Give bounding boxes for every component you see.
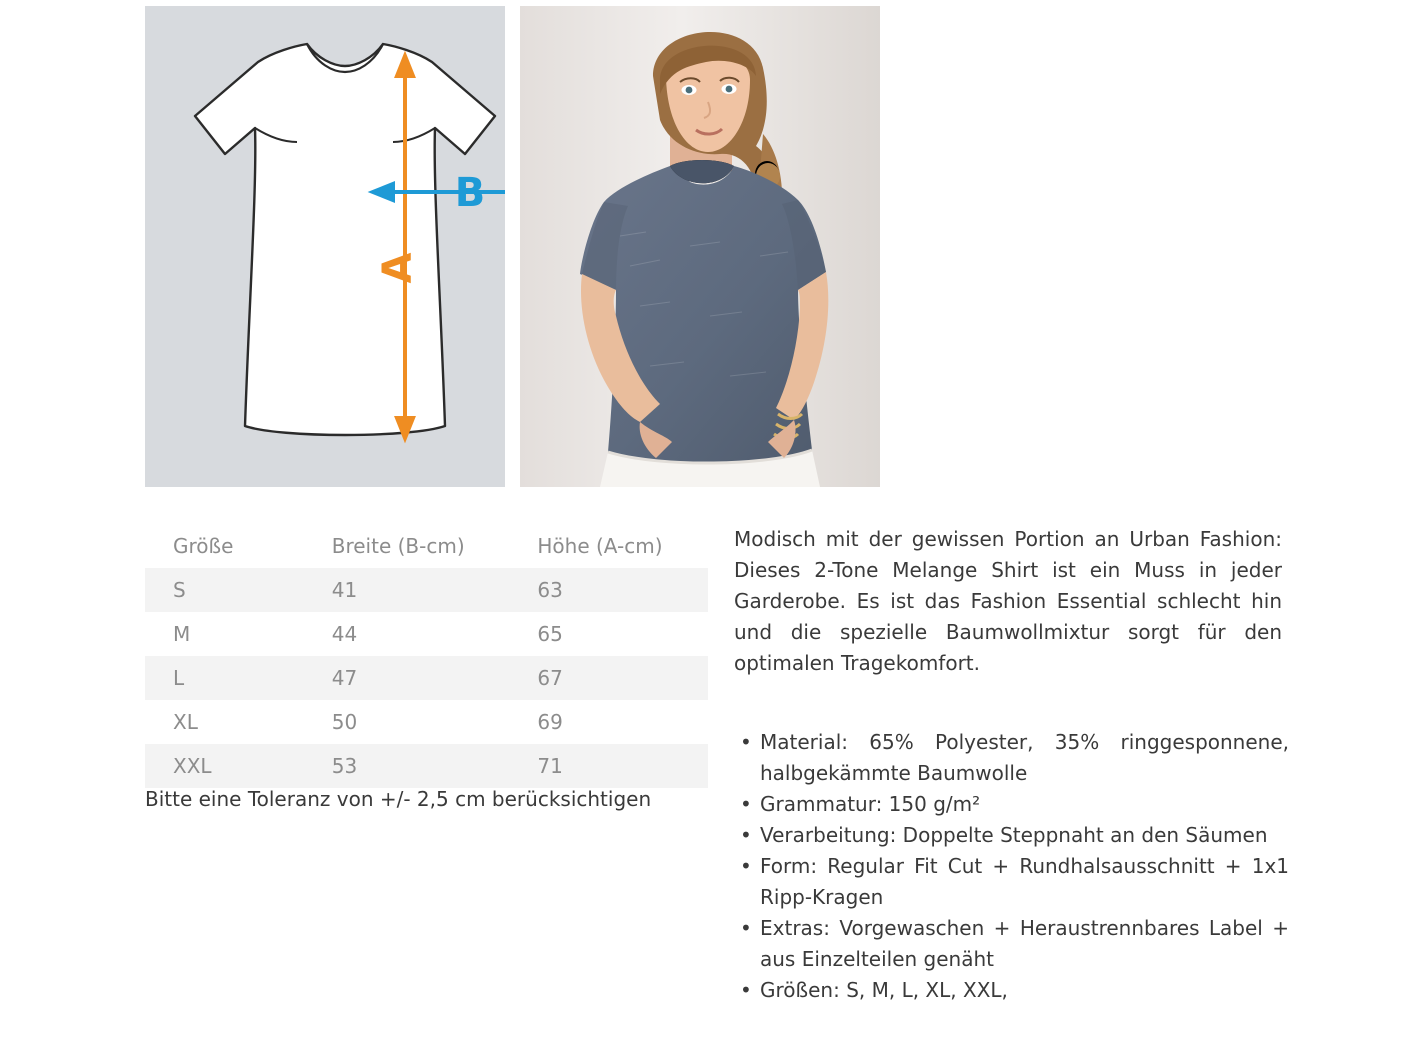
table-row	[145, 744, 708, 788]
cell-size: L	[145, 656, 304, 700]
list-item: • Größen: S, M, L, XL, XXL,	[734, 975, 1289, 1006]
cell-height: 69	[509, 700, 708, 744]
table-row	[145, 568, 708, 612]
table-row	[145, 612, 708, 656]
cell-width: 50	[304, 700, 510, 744]
column-header-size: Größe	[145, 524, 304, 568]
column-header-height: Höhe (A-cm)	[509, 524, 708, 568]
table-row	[145, 656, 708, 700]
list-item: • Extras: Vorgewaschen + Heraustrennbares Label + aus Einzelteilen genäht	[734, 913, 1289, 975]
cell-height: 67	[509, 656, 708, 700]
list-item: • Form: Regular Fit Cut + Rundhalsausschnitt + 1x1 Ripp-Kragen	[734, 851, 1289, 913]
table-header-row	[145, 524, 708, 568]
tshirt-measurement-diagram	[145, 6, 505, 487]
cell-width: 41	[304, 568, 510, 612]
column-header-width: Breite (B-cm)	[304, 524, 510, 568]
measure-label-a: A	[375, 252, 421, 284]
tolerance-note: Bitte eine Toleranz von +/- 2,5 cm berücksichtigen	[145, 787, 652, 811]
cell-size: M	[145, 612, 304, 656]
cell-size: XXL	[145, 744, 304, 788]
measure-label-b: B	[454, 170, 486, 216]
cell-height: 63	[509, 568, 708, 612]
cell-height: 65	[509, 612, 708, 656]
list-item: • Grammatur: 150 g/m²	[734, 789, 1289, 820]
cell-size: S	[145, 568, 304, 612]
product-description: Modisch mit der gewissen Portion an Urban Fashion: Dieses 2-Tone Melange Shirt ist ein Muss in jeder Garderobe. Es ist das Fashion Essential schlecht hin und die spezielle Baumwollmixtur sorgt für den optimalen Tragekomfort.	[734, 527, 1282, 675]
cell-width: 47	[304, 656, 510, 700]
cell-width: 44	[304, 612, 510, 656]
cell-height: 71	[509, 744, 708, 788]
product-feature-list	[734, 727, 1289, 1006]
model-wearing-shirt-photo	[520, 6, 880, 487]
table-row	[145, 700, 708, 744]
cell-width: 53	[304, 744, 510, 788]
size-table	[145, 524, 708, 788]
list-item: • Verarbeitung: Doppelte Steppnaht an den Säumen	[734, 820, 1289, 851]
cell-size: XL	[145, 700, 304, 744]
list-item: • Material: 65% Polyester, 35% ringgesponnene, halbgekämmte Baumwolle	[734, 727, 1289, 789]
